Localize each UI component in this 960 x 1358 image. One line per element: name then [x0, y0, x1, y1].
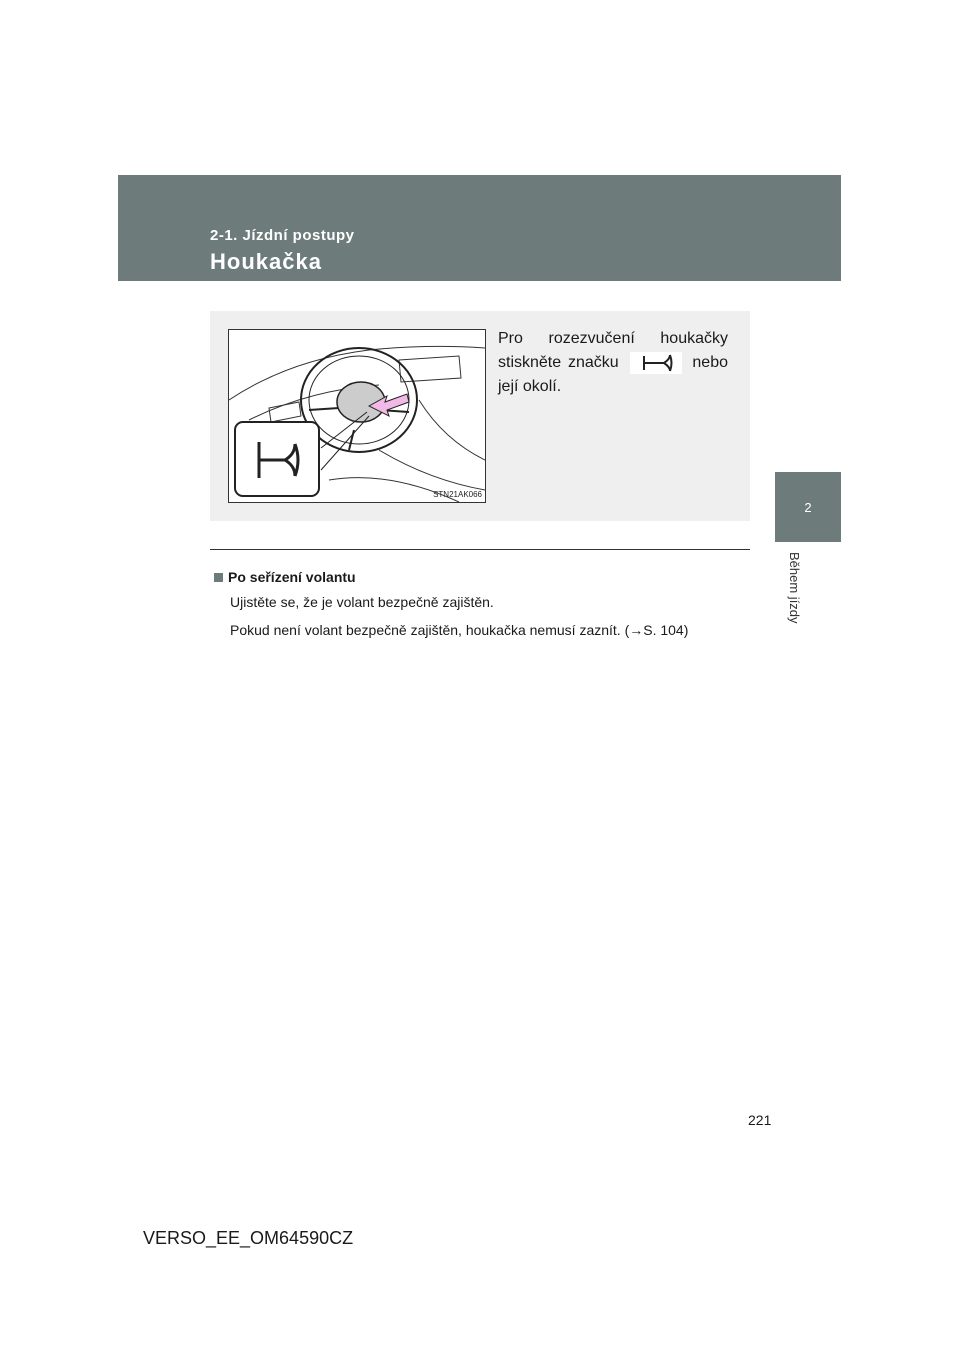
- square-bullet-icon: [214, 573, 223, 582]
- note-title: [214, 569, 356, 585]
- info-box: [210, 311, 750, 521]
- section-label: 2-1. Jízdní postupy: [210, 227, 355, 244]
- instruction-text-before: Pro rozezvučení houkačky stiskněte značku: [498, 330, 728, 371]
- note-title-text: Po seřízení volantu: [228, 569, 356, 585]
- header-band: [118, 175, 841, 281]
- chapter-tab-number: 2: [775, 472, 841, 542]
- chapter-tab-label: Během jízdy: [787, 552, 802, 624]
- horn-icon: [630, 352, 682, 374]
- divider: [210, 549, 750, 550]
- document-code: VERSO_EE_OM64590CZ: [143, 1228, 354, 1248]
- instruction-text: [498, 327, 728, 399]
- instruction-text-after: nebo její okolí.: [498, 354, 728, 395]
- illustration-code: STN21AK066: [433, 490, 482, 499]
- note-line-2: Pokud není volant bezpečně zajištěn, houkačka nemusí zaznít. (→S. 104): [230, 622, 689, 638]
- steering-wheel-illustration: [228, 329, 486, 503]
- page-title: Houkačka: [210, 249, 322, 274]
- page-number: 221: [748, 1112, 772, 1128]
- note-line-1: Ujistěte se, že je volant bezpečně zajištěn.: [230, 594, 494, 610]
